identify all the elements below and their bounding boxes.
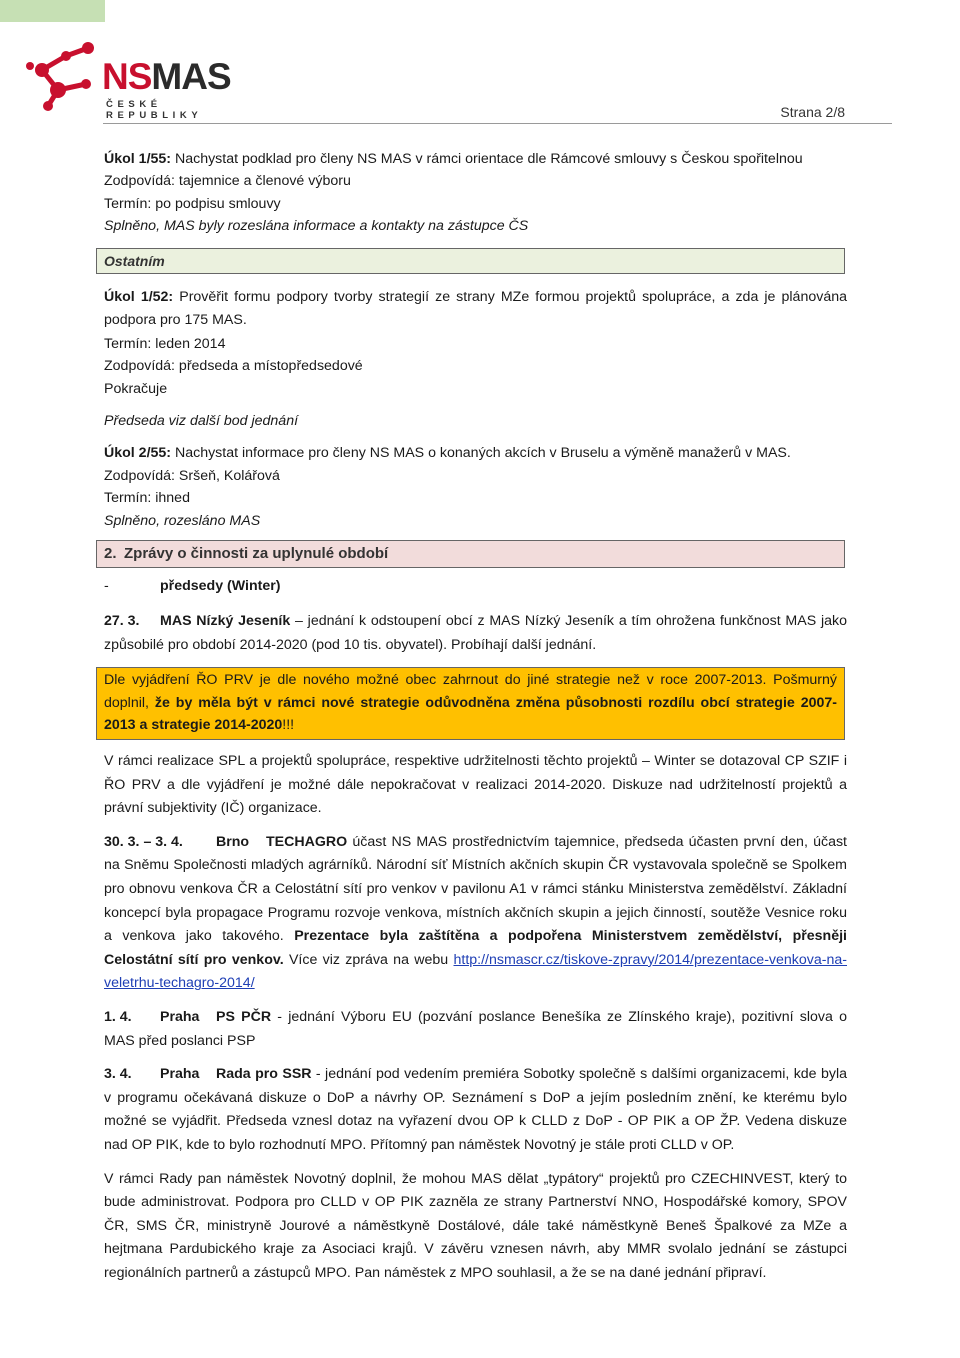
highlight-text: Dle vyjádření ŘO PRV je dle nového možné obec zahrnout do jiné strategie než v roce 2007-2013. Pošmurný doplnil, že by měla být v rámci nové strategie odůvodněna změna působnosti rozdílu obcí strategie 2007-2013 a strategie 2014-2020!!! bbox=[104, 672, 837, 734]
task-2-55-responsible: Zodpovídá: Sršeň, Kolářová bbox=[104, 467, 280, 484]
molecule-icon bbox=[22, 38, 112, 113]
page-number: Strana 2/8 bbox=[780, 104, 845, 120]
task-1-55-responsible: Zodpovídá: tajemnice a členové výboru bbox=[104, 173, 351, 190]
task-2-55-title: Úkol 2/55: Nachystat informace pro členy NS MAS o konaných akcích v Bruselu a výměně manažerů v MAS. bbox=[104, 445, 791, 462]
paragraph-jesenik: 27. 3. MAS Nízký Jeseník – jednání k odstoupení obcí z MAS Nízký Jeseník a tím ohrožena funkčnost MAS jako způsobilé pro období 2014-2020 (pod 10 tis. obyvatel). Probíhají další jednání. bbox=[104, 613, 847, 653]
task-1-52-title: Úkol 1/52: Prověřit formu podpory tvorby strategií ze strany MZe formou projektů spolupráce, a zda je plánována podpora pro 175 MAS. bbox=[104, 288, 847, 329]
task-2-55-deadline: Termín: ihned bbox=[104, 490, 190, 507]
paragraph-rada: V rámci Rady pan náměstek Novotný doplnil, že mohou MAS dělat „typátory“ projektů pro CZECHINVEST, který to bude administrovat. Podpora pro CLLD v OP PIK zazněla ze strany Partnerství NNO, Hospodářské komory, SPOV ČR, SMS ČR, ministryně Jourové a náměstkyně Dostálové, dále také náměstkyně Beneš Špalkové za MZe a hejtmana Pardubického kraje za Asociaci krajů. V závěru vznesen návrh, aby MMR svolalo jednání se zástupci regionálních partnerů a zástupců MPO. Pan náměstek z MPO souhlasil, a že se na dané jednání připraví. bbox=[104, 1170, 847, 1281]
logo-wordmark: NSMAS bbox=[102, 56, 231, 97]
task-1-52-responsible: Zodpovídá: předseda a místopředsedové bbox=[104, 358, 363, 375]
task-1-52-status: Pokračuje bbox=[104, 380, 168, 397]
highlight-box bbox=[96, 667, 845, 740]
list-item-predsedy: - předsedy (Winter) bbox=[104, 578, 281, 595]
task-1-55-title: Úkol 1/55: Nachystat podklad pro členy NS MAS v rámci orientace dle Rámcové smlouvy s Českou spořitelnou bbox=[104, 151, 803, 167]
task-1-52-note: Předseda viz další bod jednání bbox=[104, 413, 299, 430]
task-2-55-status: Splněno, rozesláno MAS bbox=[104, 512, 261, 529]
section-2-heading: 2. Zprávy o činnosti za uplynulé období bbox=[96, 540, 845, 568]
task-1-52-deadline: Termín: leden 2014 bbox=[104, 335, 226, 352]
paragraph-praha-ssr: 3. 4. Praha Rada pro SSR - jednání pod vedením premiéra Sobotky společně s dalšími organizacemi, kde byla v programu očekávaná diskuze o DoP a návrhy OP. Seznámení s DoP a jejím posledním znění, ke kterému bylo možné se vyjádřit. Předseda vznesl dotaz na vyřazení dvou OP k CLLD z DoP - OP PIK a OP ŽP. Vedena diskuze nad OP PIK, kde to bylo rozhodnutí MPO. Přítomný pan náměstek Novotný je stále proti CLLD v OP. bbox=[104, 1066, 847, 1153]
section-ostatnim: Ostatním bbox=[96, 248, 845, 274]
paragraph-spl: V rámci realizace SPL a projektů spolupráce, respektive udržitelnosti těchto projektů – Winter se dotazoval CP SZIF i ŘO PRV a dle vyjádření je možné dále nepokračovat v realizaci 2014-2020. Diskuze nad udržitelností projektů a právní subjektivity (IČ) organizace. bbox=[104, 753, 847, 817]
corner-tab bbox=[0, 0, 105, 22]
logo-subtitle: ČESKÉ REPUBLIKY bbox=[106, 99, 203, 121]
task-1-55-status: Splněno, MAS byly rozeslána informace a kontakty na zástupce ČS bbox=[104, 218, 529, 235]
paragraph-praha-psp: 1. 4. Praha PS PČR - jednání Výboru EU (pozvání poslance Benešíka ze Zlínského kraje), pozitivní slova o MAS před poslanci PSP bbox=[104, 1008, 847, 1049]
document-body bbox=[104, 148, 847, 1286]
header-rule bbox=[103, 123, 892, 124]
techagro-link[interactable]: http://nsmascr.cz/tiskove-zpravy/2014/prezentace-venkova-na-veletrhu-techagro-2014/ bbox=[104, 951, 847, 992]
paragraph-techagro: 30. 3. – 3. 4. Brno TECHAGRO účast NS MAS prostřednictvím tajemnice, předseda účasten první den, účast na Sněmu Společnosti mladých agrárníků. Národní síť Místních akčních skupin ČR vystavovala společně se Spolkem pro obnovu venkova ČR a Celostátní sítí pro venkov v pavilonu A1 v rámci stánku Ministerstva zemědělství. Základní koncepcí byla propagace Programu rozvoje venkova, místních akčních skupin a jejich činností, soutěže Vesnice roku a venkova jako takového. Prezentace byla zaštítěna a podpořena Ministerstvem zemědělství, přesněji Celostátní sítí pro venkov. Více viz zpráva na webu http://nsmascr.cz/tiskove-zpravy/2014/prezentace-venkova-na-veletrhu-techagro-2014/ bbox=[104, 833, 847, 992]
task-1-55-deadline: Termín: po podpisu smlouvy bbox=[104, 195, 281, 212]
nsmas-logo bbox=[22, 38, 237, 121]
